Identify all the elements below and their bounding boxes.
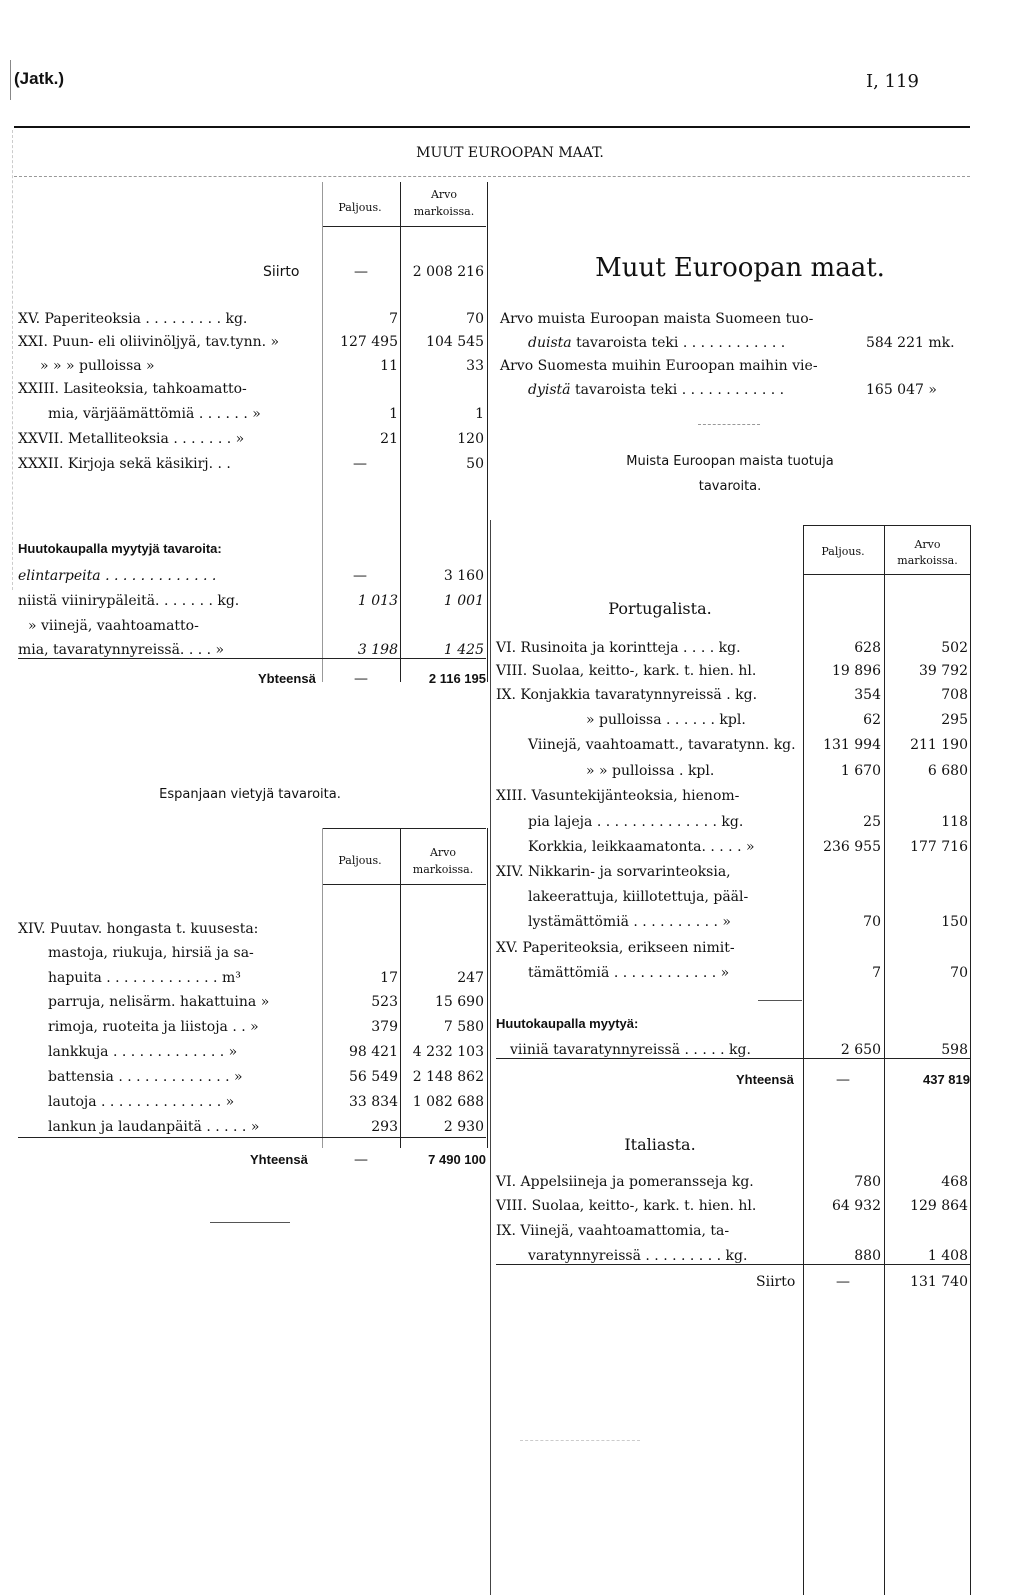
- espanja-header-rule: [322, 884, 486, 885]
- table-row-paljous: 33 834: [349, 1094, 398, 1110]
- table-row-arvo: 39 792: [919, 663, 968, 679]
- table-row-arvo: 502: [941, 640, 968, 656]
- table-row-paljous: 98 421: [349, 1044, 398, 1060]
- total-label: Yhteensä: [736, 1072, 794, 1087]
- total-rule: [496, 1058, 970, 1059]
- table-row-arvo: 295: [941, 712, 968, 728]
- table-row-paljous: 880: [854, 1248, 881, 1264]
- subheading: tavaroita.: [698, 479, 762, 494]
- table-row-paljous: 127 495: [340, 334, 398, 350]
- table-row-arvo: 129 864: [910, 1198, 968, 1214]
- table-row-label: niistä viinirypäleitä. . . . . . . kg.: [18, 593, 240, 609]
- table-row-paljous: 780: [854, 1174, 881, 1190]
- siirto-paljous: —: [836, 1274, 850, 1290]
- table-row-arvo: 3 160: [443, 568, 484, 584]
- table-row-paljous: 64 932: [832, 1198, 881, 1214]
- top-rule: [14, 126, 970, 128]
- table-row-label: VI. Rusinoita ja korintteja . . . . kg.: [496, 640, 741, 656]
- table-row-arvo: 120: [457, 431, 484, 447]
- table-row-arvo: 15 690: [435, 994, 484, 1010]
- text-line: Arvo Suomesta muihin Euroopan maihin vie-: [500, 358, 818, 374]
- total-rule: [18, 1137, 486, 1138]
- group-heading: mastoja, riukuja, hirsiä ja sa-: [48, 945, 254, 961]
- table-row-arvo: 1 001: [443, 593, 484, 609]
- table-row-arvo: 468: [941, 1174, 968, 1190]
- margin-line: [10, 60, 11, 100]
- table-row-arvo: 7 580: [443, 1019, 484, 1035]
- table-row-paljous: —: [353, 568, 367, 584]
- total-arvo: 7 490 100: [428, 1152, 486, 1167]
- col-divider-2: [970, 525, 971, 1595]
- scan-artifact: [520, 1440, 640, 1441]
- siirto-paljous: —: [354, 264, 368, 280]
- table-row-paljous: 2 650: [840, 1042, 881, 1058]
- table-row-label: parruja, nelisärm. hakattuina »: [48, 994, 270, 1010]
- group-heading: XIV. Puutav. hongasta t. kuusesta:: [18, 921, 259, 937]
- title-rule: [14, 176, 970, 177]
- col-paljous-header: Paljous.: [338, 201, 382, 214]
- col-paljous-header: Paljous.: [338, 854, 382, 867]
- table-row-label: » pulloissa . . . . . . kpl.: [586, 712, 746, 728]
- table-row-paljous: 379: [371, 1019, 398, 1035]
- text-italic: dyistä: [528, 382, 571, 398]
- table-row-paljous: 1 670: [840, 763, 881, 779]
- table-row-paljous: 25: [863, 814, 881, 830]
- col-divider-2: [487, 828, 488, 1148]
- table-row-arvo: 2 930: [443, 1119, 484, 1135]
- table-row-label: IX. Viinejä, vaahtoamattomia, ta-: [496, 1223, 730, 1239]
- total-paljous: —: [354, 1152, 368, 1168]
- table-row-label: battensia . . . . . . . . . . . . . »: [48, 1069, 243, 1085]
- text-plain: tavaroista teki . . . . . . . . . . . .: [570, 382, 785, 398]
- siirto-arvo: 131 740: [910, 1274, 968, 1290]
- italia-heading: Italiasta.: [624, 1135, 696, 1154]
- table-row-arvo: 177 716: [910, 839, 968, 855]
- table-row-paljous: 56 549: [349, 1069, 398, 1085]
- table-row-paljous: 19 896: [832, 663, 881, 679]
- table-row-label: lankun ja laudanpäitä . . . . . »: [48, 1119, 260, 1135]
- table-row-arvo: 2 148 862: [412, 1069, 484, 1085]
- col-arvo-header-1: Arvo: [430, 188, 458, 201]
- right-header-rule: [803, 574, 970, 575]
- table-row-paljous: 523: [371, 994, 398, 1010]
- siirto-label: Siirto: [263, 264, 300, 280]
- table-row-label: lystämättömiä . . . . . . . . . . »: [528, 914, 731, 930]
- table-row-paljous: 17: [380, 970, 398, 986]
- table-row-paljous: 1: [389, 406, 398, 422]
- table-row-label: VIII. Suolaa, keitto-, kark. t. hien. hl.: [496, 1198, 757, 1214]
- region-title: Muut Euroopan maat.: [595, 253, 885, 283]
- table-row-arvo: 598: [941, 1042, 968, 1058]
- table-row-paljous: 62: [863, 712, 881, 728]
- table-row-label: tämättömiä . . . . . . . . . . . . »: [528, 965, 730, 981]
- table-row-arvo: 118: [941, 814, 968, 830]
- siirto-arvo: 2 008 216: [412, 264, 484, 280]
- table-row-paljous: 21: [380, 431, 398, 447]
- table-row-label: pia lajeja . . . . . . . . . . . . . . kg.: [528, 814, 744, 830]
- table-row-label: VIII. Suolaa, keitto-, kark. t. hien. hl.: [496, 663, 757, 679]
- total-paljous: —: [354, 671, 368, 687]
- table-row-label: viiniä tavaratynnyreissä . . . . . kg.: [510, 1042, 751, 1058]
- table-row-label: XV. Paperiteoksia . . . . . . . . . kg.: [18, 311, 248, 327]
- table-row-paljous: 293: [371, 1119, 398, 1135]
- col-header-rule: [322, 226, 486, 227]
- table-row-arvo: 70: [950, 965, 968, 981]
- short-rule: [698, 424, 760, 425]
- page-number: I, 119: [866, 71, 919, 92]
- total-arvo: 2 116 195: [428, 671, 486, 686]
- table-row-arvo: 104 545: [426, 334, 484, 350]
- col-arvo-header-1: Arvo: [914, 538, 941, 551]
- table-row-arvo: 1 425: [443, 642, 484, 658]
- table-row-label: elintarpeita . . . . . . . . . . . . .: [18, 568, 217, 584]
- text-line: [528, 383, 784, 397]
- col-divider-1: [884, 525, 885, 1595]
- col-arvo-header-1: Arvo: [429, 846, 457, 859]
- col-arvo-header-2: markoissa.: [413, 205, 475, 218]
- total-rule: [18, 658, 486, 659]
- table-row-arvo: 4 232 103: [412, 1044, 484, 1060]
- table-row-arvo: 50: [466, 456, 484, 472]
- table-row-arvo: 70: [466, 311, 484, 327]
- table-row-paljous: 1 013: [357, 593, 398, 609]
- table-row-paljous: 7: [389, 311, 398, 327]
- espanja-heading: Espanjaan vietyjä tavaroita.: [159, 787, 341, 802]
- table-row-label: » viinejä, vaahtoamatto-: [28, 618, 199, 634]
- table-row-arvo: 1 082 688: [412, 1094, 484, 1110]
- table-row-label: XXVII. Metalliteoksia . . . . . . . »: [18, 431, 245, 447]
- total-label: Yhteensä: [250, 1152, 308, 1167]
- value-exports: 165 047 »: [866, 382, 937, 398]
- table-row-label: XV. Paperiteoksia, erikseen nimit-: [496, 940, 735, 956]
- siirto-label: Siirto: [756, 1274, 796, 1290]
- header-continued: (Jatk.): [14, 69, 65, 88]
- portugali-heading: Portugalista.: [608, 599, 712, 618]
- short-rule: [758, 1000, 802, 1001]
- table-row-paljous: 236 955: [823, 839, 881, 855]
- table-row-label: hapuita . . . . . . . . . . . . . m³: [48, 970, 241, 986]
- table-row-label: XXIII. Lasiteoksia, tahkoamatto-: [18, 381, 247, 397]
- table-row-label: varatynnyreissä . . . . . . . . . kg.: [528, 1248, 748, 1264]
- table-row-label: lakeerattuja, kiillotettuja, pääl-: [528, 889, 749, 905]
- table-row-label: XXXII. Kirjoja sekä käsikirj. . .: [18, 456, 231, 472]
- table-row-paljous: 131 994: [823, 737, 881, 753]
- huuto-heading: Huutokaupalla myytyä:: [496, 1016, 639, 1031]
- table-row-arvo: 150: [941, 914, 968, 930]
- col-arvo-header-2: markoissa.: [897, 554, 958, 567]
- end-rule: [210, 1222, 290, 1223]
- text-line: [528, 336, 785, 350]
- table-row-label: VI. Appelsiineja ja pomeransseja kg.: [496, 1174, 754, 1190]
- page-mid-divider: [490, 520, 491, 1595]
- table-row-label: XXI. Puun- eli oliivinöljyä, tav.tynn. »: [18, 334, 280, 350]
- table-row-label: lautoja . . . . . . . . . . . . . . »: [48, 1094, 235, 1110]
- table-row-arvo: 33: [466, 358, 484, 374]
- table-row-label: XIV. Nikkarin- ja sorvarinteoksia,: [496, 864, 731, 880]
- col-divider-0: [803, 525, 804, 1595]
- table-row-paljous: 7: [872, 965, 881, 981]
- col-divider-2: [487, 182, 488, 682]
- table-row-paljous: 354: [854, 687, 881, 703]
- table-row-paljous: 3 198: [357, 642, 398, 658]
- total-arvo: 437 819: [923, 1072, 970, 1087]
- huutokauppa-heading: Huutokaupalla myytyjä tavaroita:: [18, 541, 222, 556]
- col-arvo-header-2: markoissa.: [412, 863, 474, 876]
- right-header-top-rule: [803, 525, 970, 526]
- table-row-label: » » pulloissa . kpl.: [586, 763, 715, 779]
- table-row-label: rimoja, ruoteita ja liistoja . . »: [48, 1019, 259, 1035]
- table-row-arvo: 1 408: [927, 1248, 968, 1264]
- table-row-paljous: 70: [863, 914, 881, 930]
- table-row-paljous: 11: [380, 358, 398, 374]
- table-row-label: » » » pulloissa »: [40, 358, 155, 374]
- scan-artifact: [12, 130, 13, 590]
- siirto-rule: [496, 1264, 970, 1265]
- col-paljous-header: Paljous.: [821, 545, 865, 558]
- table-row-label: lankkuja . . . . . . . . . . . . . »: [48, 1044, 238, 1060]
- table-row-paljous: 628: [854, 640, 881, 656]
- table-row-arvo: 6 680: [927, 763, 968, 779]
- table-row-arvo: 1: [475, 406, 484, 422]
- table-row-label: XIII. Vasuntekijänteoksia, hienom-: [496, 788, 740, 804]
- table-row-label: mia, värjäämättömiä . . . . . . »: [48, 406, 261, 422]
- table-row-label: mia, tavaratynnyreissä. . . . »: [18, 642, 225, 658]
- table-row-label: Viinejä, vaahtoamatt., tavaratynn. kg.: [528, 737, 796, 753]
- total-label: Ybteensä: [258, 671, 316, 686]
- text-italic: duista: [528, 335, 572, 351]
- table-row-paljous: —: [353, 456, 367, 472]
- subheading: Muista Euroopan maista tuotuja: [626, 454, 834, 469]
- table-row-label: IX. Konjakkia tavaratynnyreissä . kg.: [496, 687, 758, 703]
- text-line: Arvo muista Euroopan maista Suomeen tuo-: [500, 311, 814, 327]
- section-title: MUUT EUROOPAN MAAT.: [416, 145, 604, 161]
- table-row-label: Korkkia, leikkaamatonta. . . . . »: [528, 839, 755, 855]
- table-row-arvo: 247: [457, 970, 484, 986]
- text-plain: tavaroista teki . . . . . . . . . . . .: [571, 335, 786, 351]
- total-paljous: —: [836, 1072, 850, 1088]
- table-row-arvo: 211 190: [910, 737, 968, 753]
- value-imports: 584 221 mk.: [866, 335, 955, 351]
- espanja-header-top-rule: [322, 828, 486, 829]
- table-row-arvo: 708: [941, 687, 968, 703]
